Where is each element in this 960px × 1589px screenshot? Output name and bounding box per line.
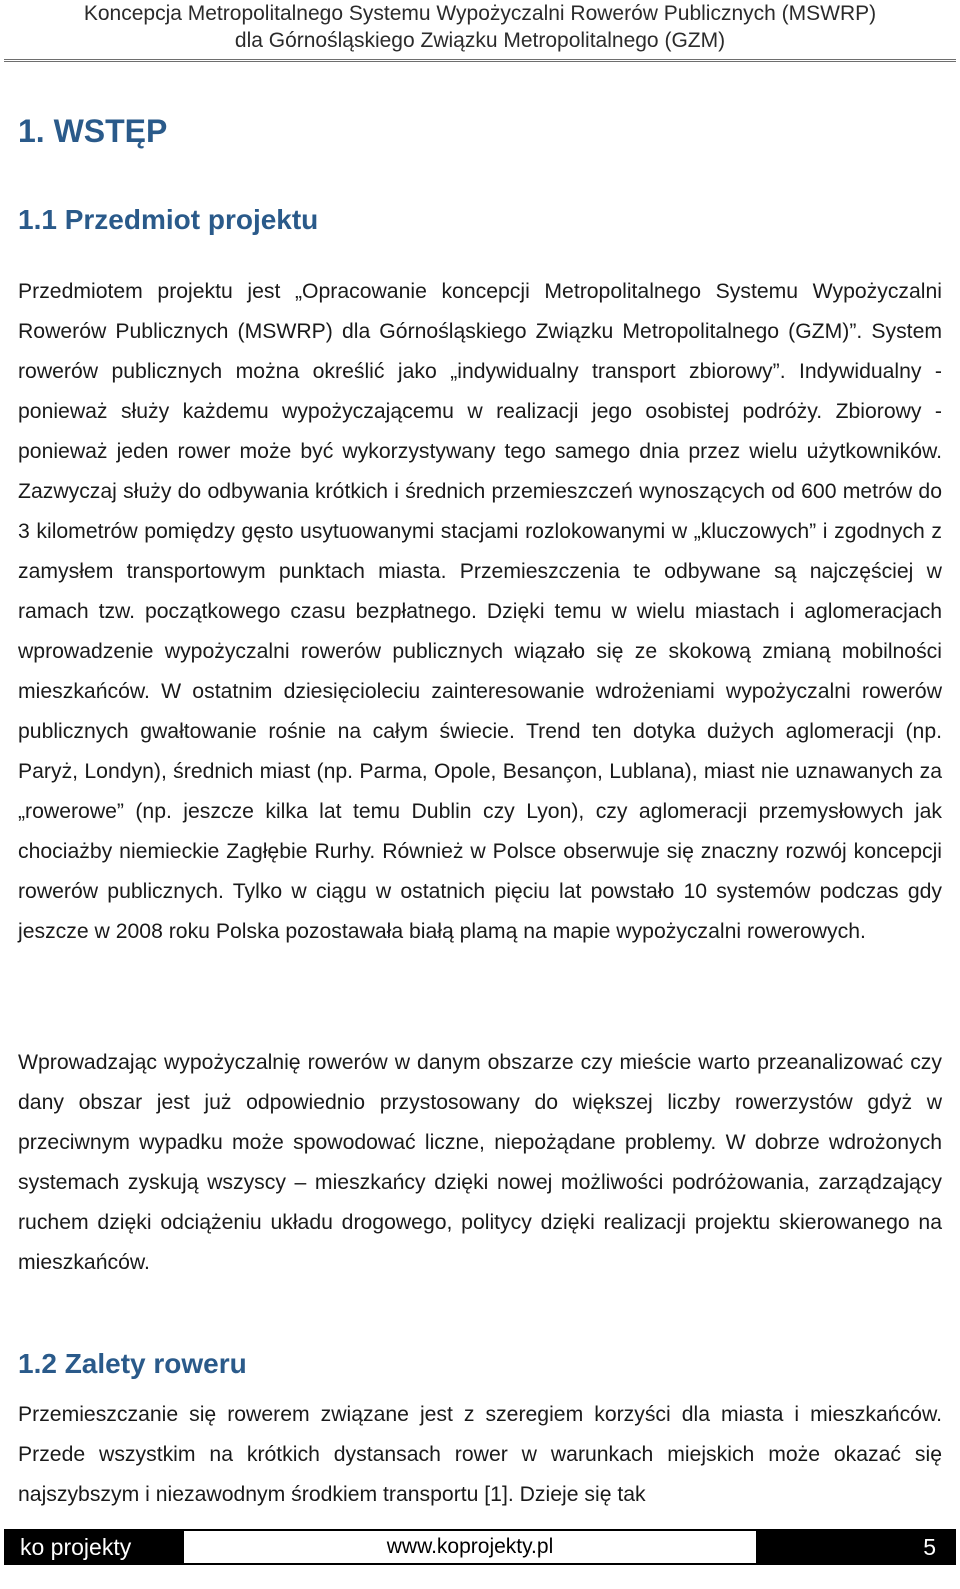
paragraph: Wprowadzając wypożyczalnię rowerów w danym obszarze czy mieście warto przeanalizować czy dany obszar jest już odpowiednio przystosowany do większej liczby rowerzystów gdyż w przeciwnym wypadku może spowodować liczne, niepożądane problemy. W dobrze wdrożonych systemach zyskują wszyscy – mieszkańcy dzięki nowej możliwości podróżowania, zarządzający ruchem dzięki odciążeniu układu drogowego, politycy dzięki realizacji projektu skierowanego na mieszkańców. [18, 1051, 942, 1274]
chapter-title: 1. WSTĘP [18, 113, 168, 149]
page-number: 5 [923, 1534, 936, 1560]
page-header [0, 0, 960, 54]
section-title-zalety-roweru: 1.2 Zalety roweru [18, 1348, 247, 1379]
paragraph: Przedmiotem projektu jest „Opracowanie koncepcji Metropolitalnego Systemu Wypożyczalni Rowerów Publicznych (MSWRP) dla Górnośląskiego Związku Metropolitalnego (GZM)”. System rowerów publicznych można określić jako „indywidualny transport zbiorowy”. Indywidualny - ponieważ służy każdemu wypożyczającemu w realizacji jego osobistej podróży. Zbiorowy - ponieważ jeden rower może być wykorzystywany tego samego dnia przez wielu użytkowników. Zazwyczaj służy do odbywania krótkich i średnich przemieszczeń wynoszących od 600 metrów do 3 kilometrów pomiędzy gęsto usytuowanymi stacjami rozlokowanymi w „kluczowych” i zgodnych z zamysłem transportowym punktach miasta. Przemieszczenia te odbywane są najczęściej w ramach tzw. początkowego czasu bezpłatnego. Dzięki temu w wielu miastach i aglomeracjach wprowadzenie wypożyczalni rowerów publicznych wiązało się ze skokową zmianą mobilności mieszkańców. W ostatnim dziesięcioleciu zainteresowanie wdrożeniami wypożyczalni rowerów publicznych gwałtowanie rośnie na całym świecie. Trend ten dotyka dużych aglomeracji (np. Paryż, Londyn), średnich miast (np. Parma, Opole, Besançon, Lublana), miast nie uznawanych za „rowerowe” (np. jeszcze kilka lat temu Dublin czy Lyon), czy aglomeracji przemysłowych jak chociażby niemieckie Zagłębie Rurhy. Również w Polsce obserwuje się znaczny rozwój koncepcji rowerów publicznych. Tylko w ciągu w ostatnich pięciu lat powstało 10 systemów podczas gdy jeszcze w 2008 roku Polska pozostawała białą plamą na mapie wypożyczalni rowerowych. [18, 280, 942, 943]
footer-brand: ko projekty [20, 1534, 132, 1560]
paragraph: Przemieszczanie się rowerem związane jest z szeregiem korzyści dla miasta i mieszkańców. Przede wszystkim na krótkich dystansach rower w warunkach miejskich może okazać się najszybszym i niezawodnym środkiem transportu [1]. Dzieje się tak [18, 1403, 942, 1506]
header-title-line-2: dla Górnośląskiego Związku Metropolitalnego (GZM) [234, 29, 726, 52]
page-footer [4, 1529, 956, 1565]
header-divider [4, 59, 956, 62]
section-title-przedmiot-projektu: 1.1 Przedmiot projektu [18, 204, 319, 235]
footer-website-link[interactable]: www.koprojekty.pl [184, 1531, 756, 1563]
header-title-line-1: Koncepcja Metropolitalnego Systemu Wypożyczalni Rowerów Publicznych (MSWRP) [83, 2, 877, 25]
